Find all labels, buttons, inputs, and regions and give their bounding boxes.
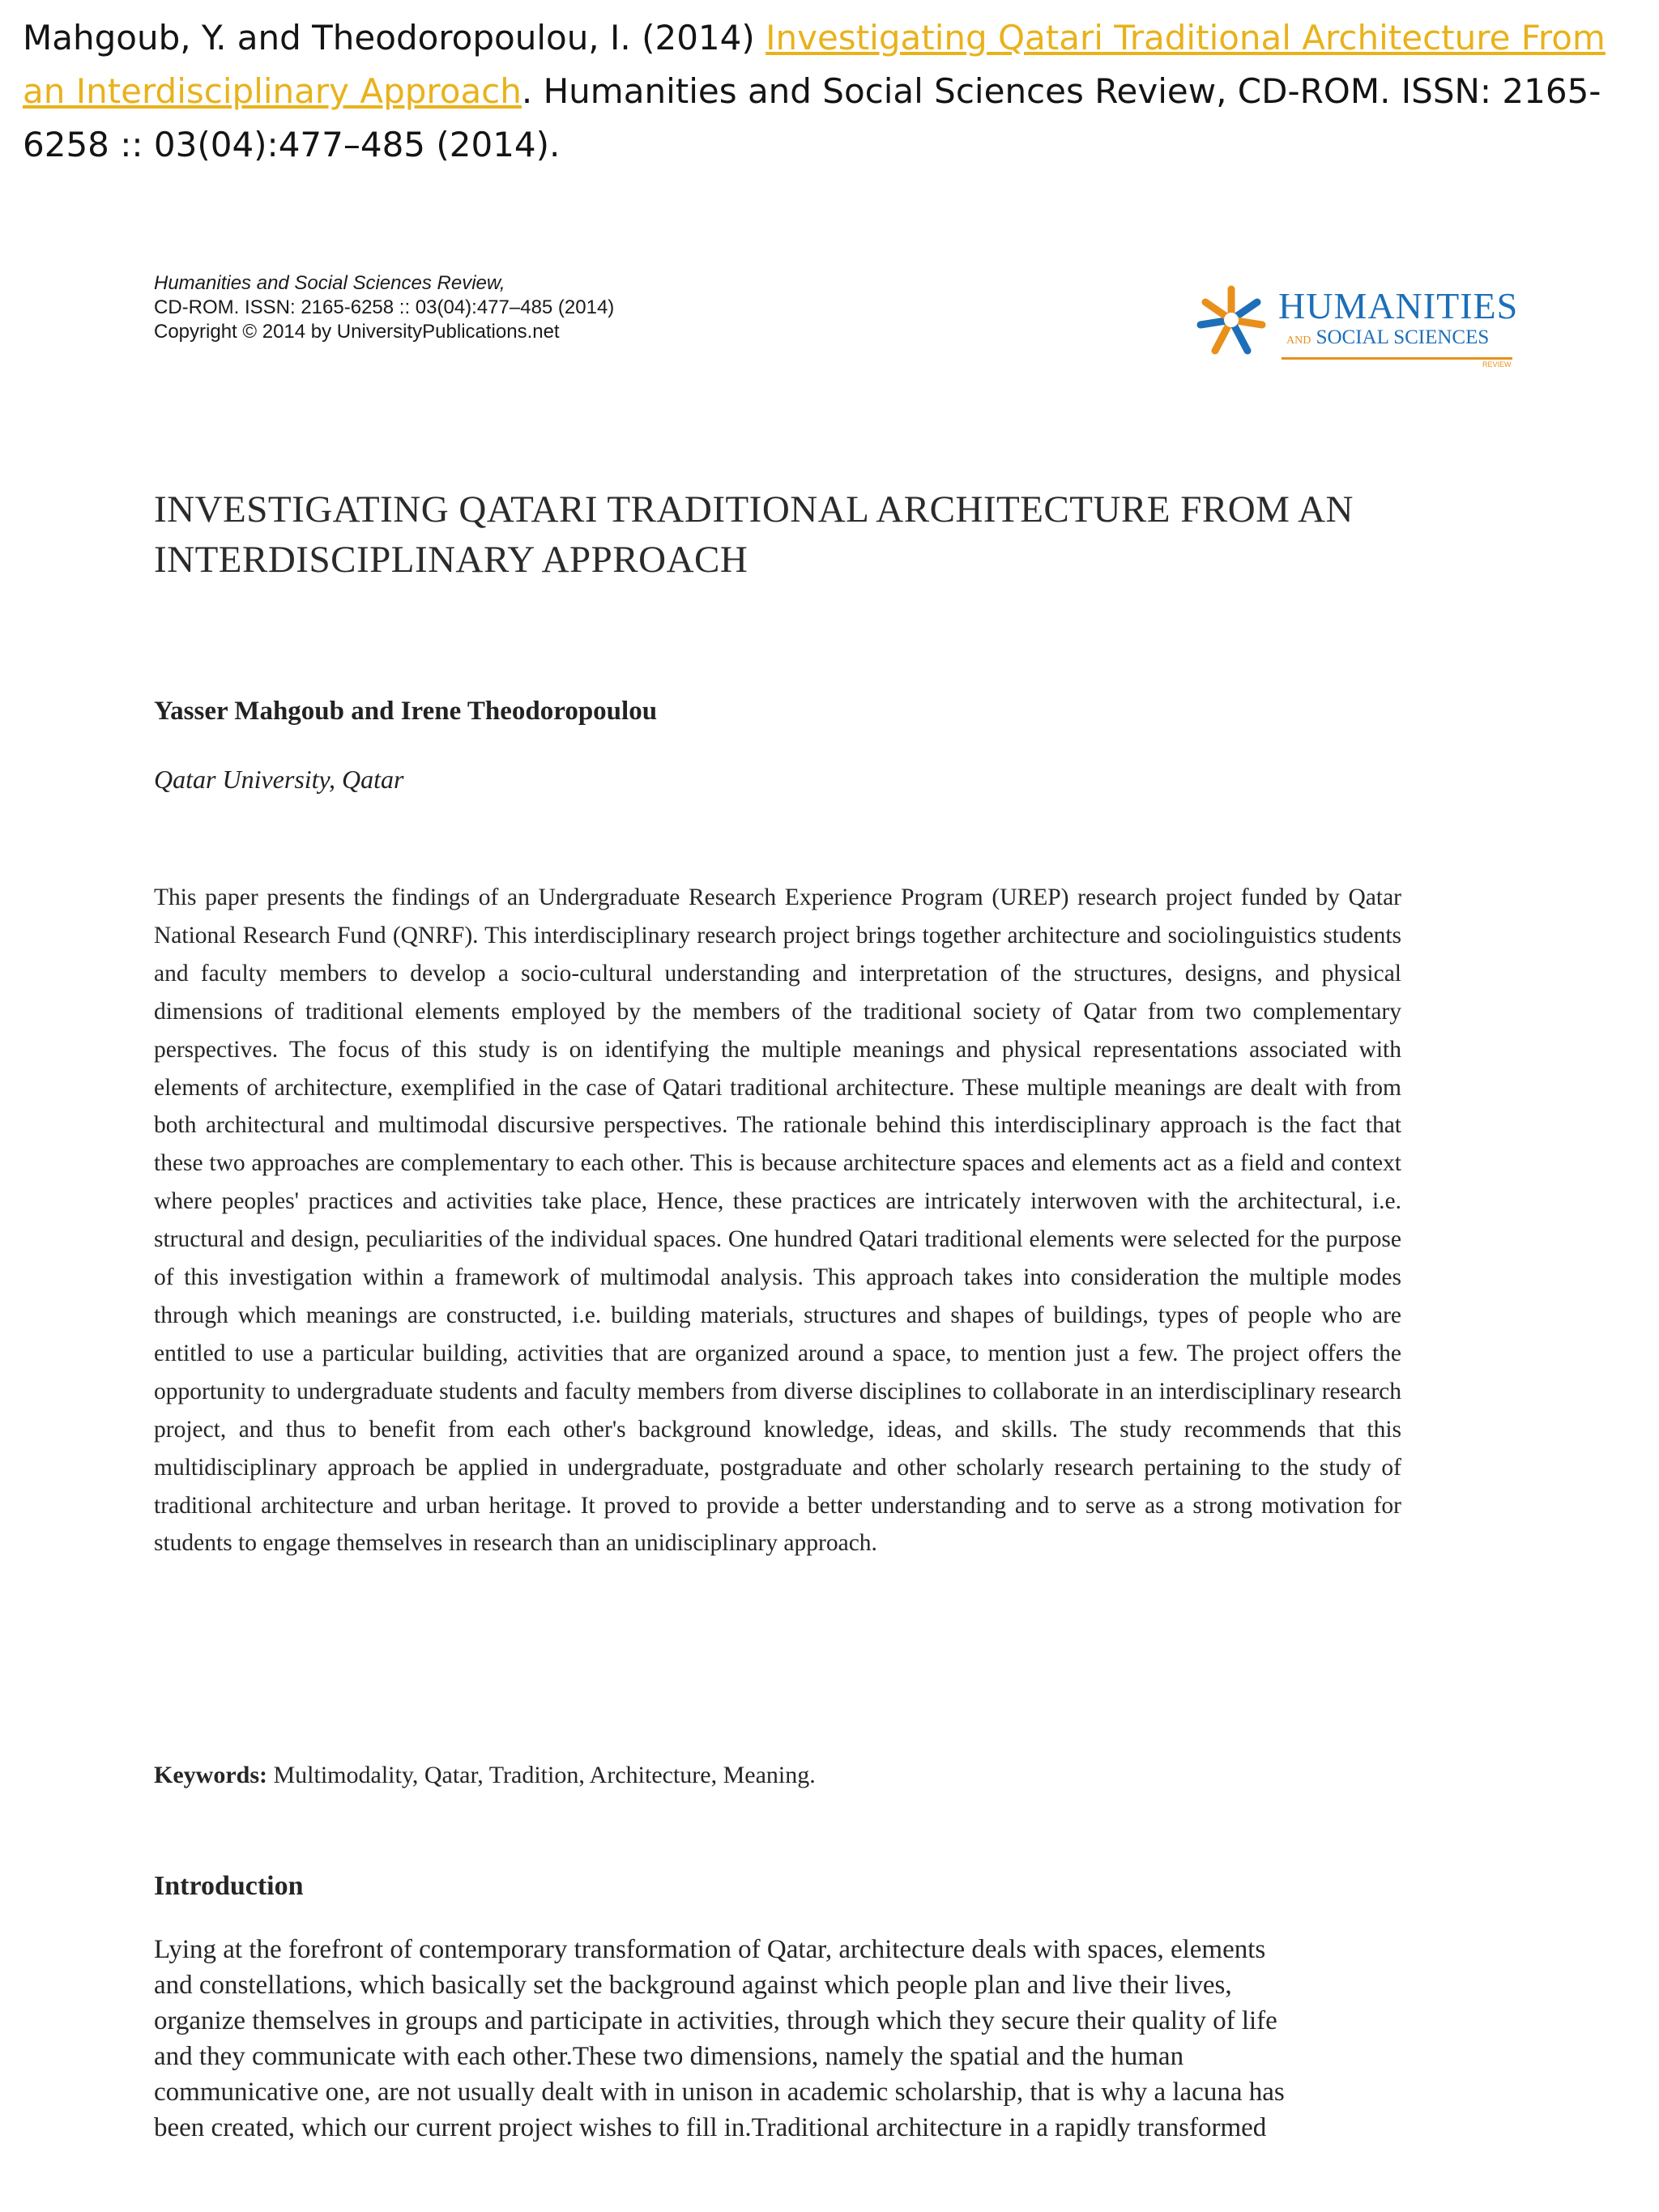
intro-line: been created, which our current project wishes to fill in.Traditional architecture in a rapidly transformed [154,2113,1267,2142]
star-burst-icon [1191,279,1272,360]
journal-copyright: Copyright © 2014 by UniversityPublications.net [154,321,560,343]
logo-review: REVIEW [1482,360,1512,369]
journal-name: Humanities and Social Sciences Review, [154,272,505,294]
logo-sub-text: SOCIAL SCIENCES [1316,326,1490,348]
citation-prefix: Mahgoub, Y. and Theodoropoulou, I. (2014) [23,18,766,58]
intro-line: Lying at the forefront of contemporary transformation of Qatar, architecture deals with spaces, elements [154,1935,1266,1964]
intro-line: and constellations, which basically set the background against which people plan and live their lives, [154,1971,1232,2000]
paper-affiliation: Qatar University, Qatar [154,765,404,794]
paper-abstract: This paper presents the findings of an Undergraduate Research Experience Program (UREP) research project funded by Qatar National Research Fund (QNRF). This interdisciplinary research project brings together architecture and sociolinguistics students and faculty members to develop a socio-cultural understanding and interpretation of the structures, designs, and physical dimensions of traditional elements employed by the members of the traditional society of Qatar from two complementary perspectives. The focus of this study is on identifying the multiple meanings and physical representations associated with elements of architecture, exemplified in the case of Qatari traditional architecture. These multiple meanings are dealt with from both architectural and multimodal discursive perspectives. The rationale behind this interdisciplinary approach is the fact that these two approaches are complementary to each other. This is because architecture spaces and elements act as a field and context where peoples' practices and activities take place, Hence, these practices are intricately interwoven with the architectural, i.e. structural and design, peculiarities of the individual spaces. One hundred Qatari traditional elements were selected for the purpose of this investigation within a framework of multimodal analysis. This approach takes into consideration the multiple modes through which meanings are constructed, i.e. building materials, structures and shapes of buildings, types of people who are entitled to use a particular building, activities that are organized around a space, to mention just a few. The project offers the opportunity to undergraduate students and faculty members from diverse disciplines to collaborate in an interdisciplinary research project, and thus to benefit from each other's background knowledge, ideas, and skills. The study recommends that this multidisciplinary approach be applied in undergraduate, postgraduate and other scholarly research pertaining to the study of traditional architecture and urban heritage. It proved to provide a better understanding and to serve as a strong motivation for students to engage themselves in research than an unidisciplinary approach. [154,884,1401,1557]
title-line: INVESTIGATING QATARI TRADITIONAL ARCHITECTURE FROM AN [154,488,1354,531]
journal-issn: CD-ROM. ISSN: 2165-6258 :: 03(04):477–485 (2014) [154,296,615,318]
journal-meta [154,271,883,344]
keywords-label: Keywords: [154,1762,267,1788]
citation-suffix: . Humanities and Social Sciences Review, CD-ROM. ISSN: 2165-6258 :: 03(04):477–485 (2014). [23,71,1601,164]
logo-and: AND [1286,335,1311,347]
section-heading: Introduction [154,1871,304,1901]
citation-header [23,11,1635,172]
intro-line: organize themselves in groups and participate in activities, through which they secure their quality of life [154,2006,1277,2035]
logo-underline [1282,357,1512,360]
intro-line: and they communicate with each other.These two dimensions, namely the spatial and the human [154,2042,1184,2071]
intro-line: communicative one, are not usually dealt with in unison in academic scholarship, that is why a lacuna has [154,2078,1285,2107]
title-line: INTERDISCIPLINARY APPROACH [154,539,748,581]
logo-subtitle [1286,326,1489,349]
paper-link[interactable]: Investigating Qatari Traditional Architecture From an Interdisciplinary Approach [23,18,1606,111]
journal-logo [1191,279,1547,369]
paper-title [154,484,1547,585]
logo-title: HUMANITIES [1278,285,1519,326]
paper-authors: Yasser Mahgoub and Irene Theodoropoulou [154,697,658,726]
paper-keywords [154,1762,816,1789]
keywords-list: Multimodality, Qatar, Tradition, Architecture, Meaning. [267,1762,816,1788]
intro-paragraph [154,1932,1555,2146]
